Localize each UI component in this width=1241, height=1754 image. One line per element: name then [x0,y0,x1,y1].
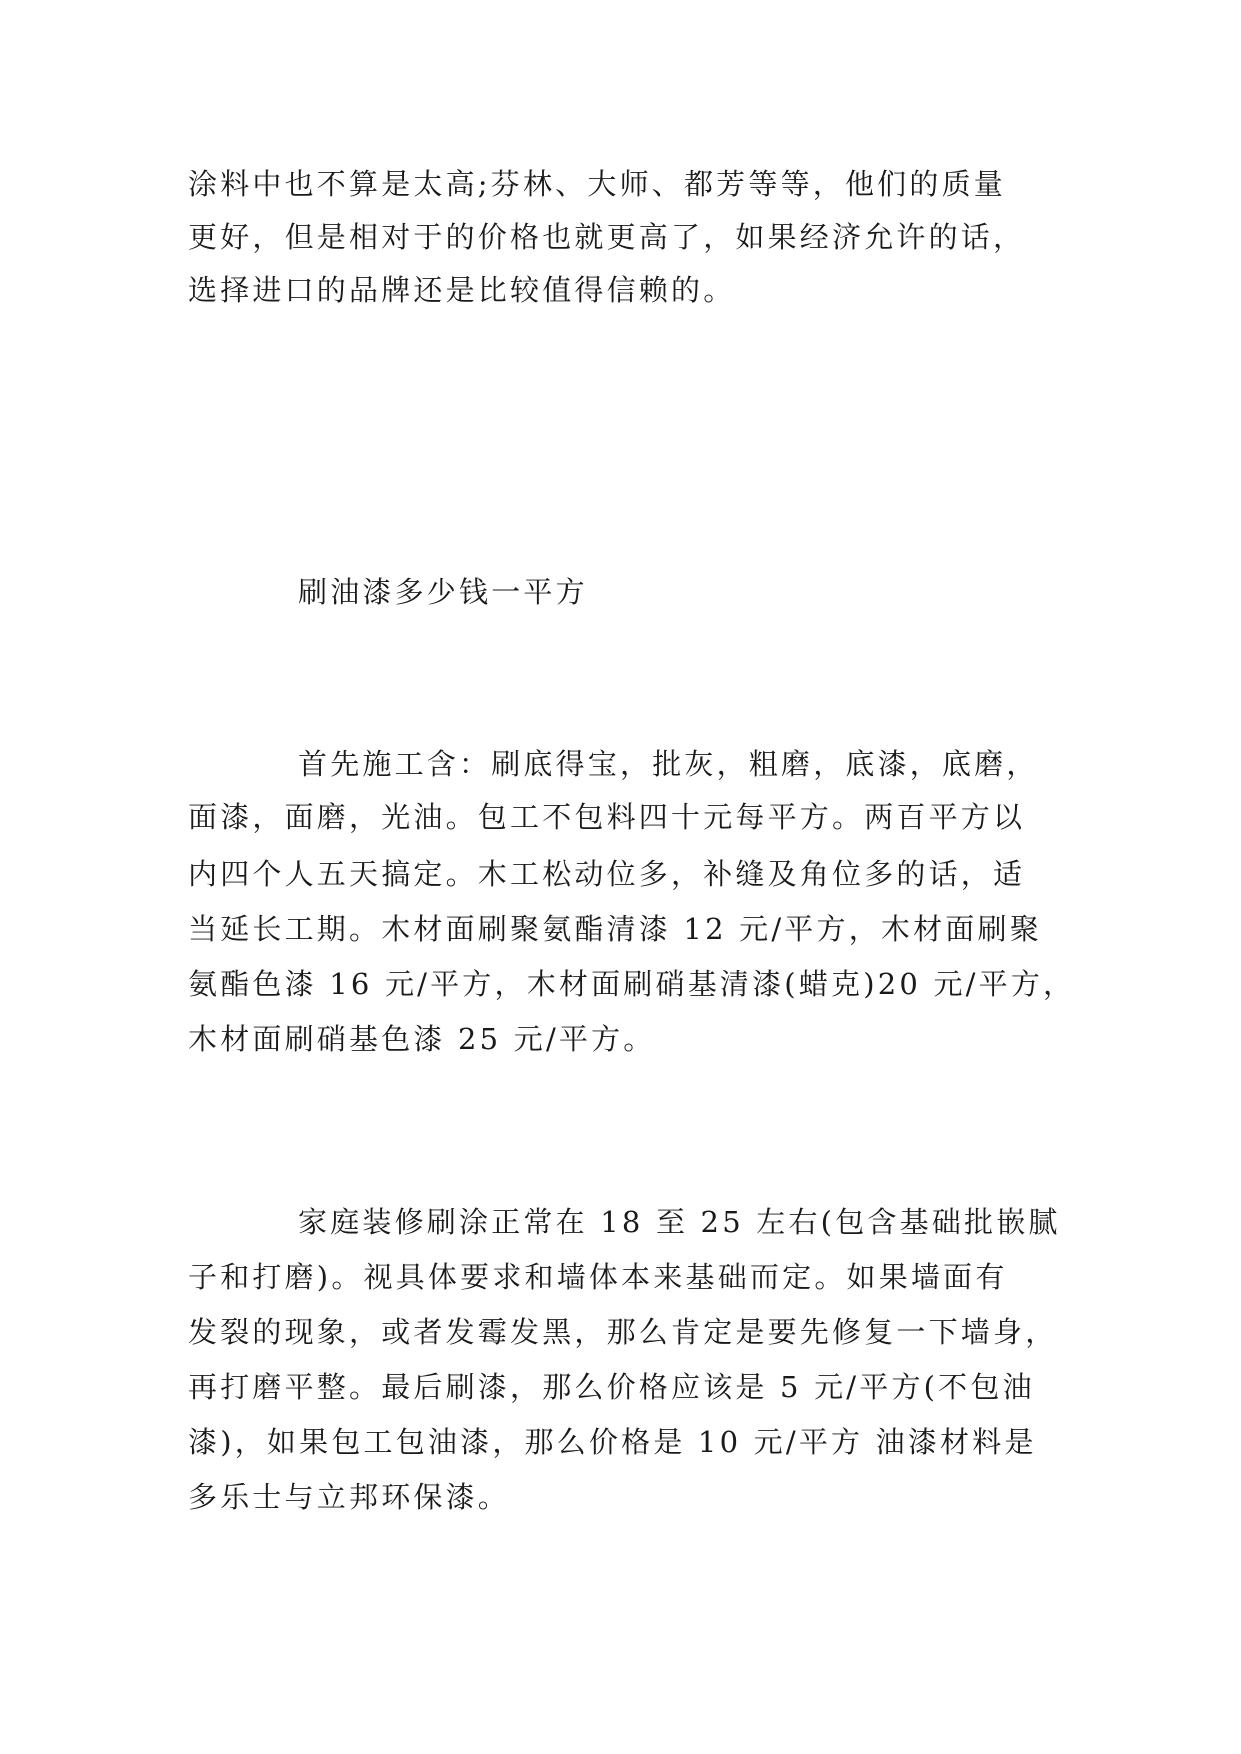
intro-line-3: 选择进口的品牌还是比较值得信赖的。 [188,273,736,307]
section-title: 刷油漆多少钱一平方 [298,575,588,609]
paragraph-1-line-3: 内四个人五天搞定。木工松动位多，补缝及角位多的话，适 [188,857,1026,891]
paragraph-2-line-5: 漆)，如果包工包油漆，那么价格是 10 元/平方 油漆材料是 [188,1425,1037,1459]
paragraph-1-line-4: 当延长工期。木材面刷聚氨酯清漆 12 元/平方，木材面刷聚 [188,912,1042,946]
paragraph-2-line-6: 多乐士与立邦环保漆。 [188,1480,511,1514]
paragraph-1-line-2: 面漆，面磨，光油。包工不包料四十元每平方。两百平方以 [188,800,1026,834]
paragraph-2-line-3: 发裂的现象，或者发霉发黑，那么肯定是要先修复一下墙身， [188,1315,1058,1349]
paragraph-2-line-2: 子和打磨)。视具体要求和墙体本来基础而定。如果墙面有 [188,1260,1008,1294]
paragraph-1-line-1: 首先施工含：刷底得宝，批灰，粗磨，底漆，底磨， [298,747,1039,781]
paragraph-1-line-5: 氨酯色漆 16 元/平方，木材面刷硝基清漆(蜡克)20 元/平方， [188,967,1076,1001]
intro-line-2: 更好，但是相对于的价格也就更高了，如果经济允许的话， [188,220,1026,254]
intro-line-1: 涂料中也不算是太高;芬林、大师、都芳等等，他们的质量 [188,167,1006,201]
paragraph-2-line-1: 家庭装修刷涂正常在 18 至 25 左右(包含基础批嵌腻 [298,1205,1061,1239]
paragraph-2-line-4: 再打磨平整。最后刷漆，那么价格应该是 5 元/平方(不包油 [188,1370,1035,1404]
paragraph-1-line-6: 木材面刷硝基色漆 25 元/平方。 [188,1022,656,1056]
